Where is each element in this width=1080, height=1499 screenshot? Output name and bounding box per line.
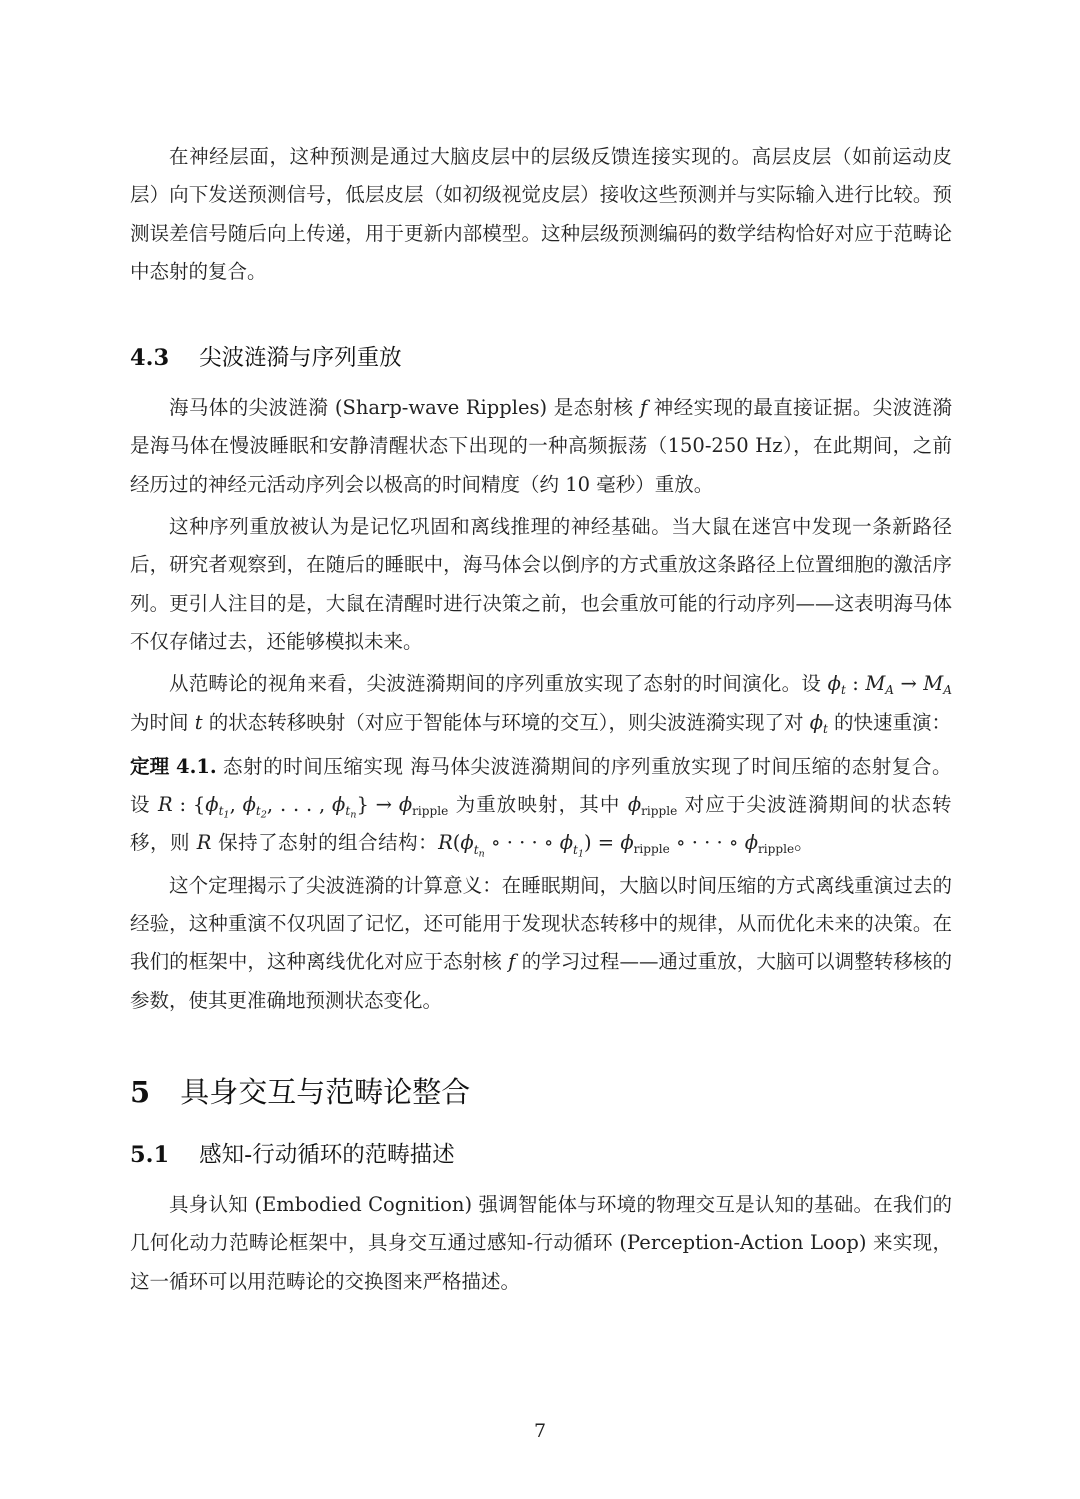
math-f: f — [508, 950, 516, 974]
text-run: 海马体的尖波涟漪 (Sharp-wave Ripples) 是态射核 — [169, 396, 640, 420]
section-number: 4.3 — [130, 345, 170, 372]
section-number: 5.1 — [130, 1141, 170, 1168]
section-title: 尖波涟漪与序列重放 — [199, 345, 402, 372]
text-run: 的学习过程——通过重放，大脑可以调整转移核的参数，使其更准确地预测状态变化。 — [130, 950, 952, 1012]
text-run: 神经实现的最直接证据。尖波涟漪是海马体在慢波睡眠和安静清醒状态下出现的一种高频振荡（150-250 Hz），在此期间，之前经历过的神经元活动序列会以极高的时间精度（约 10 毫秒）重放。 — [130, 396, 952, 496]
subsection-heading-4-3 — [130, 341, 952, 375]
section-title: 感知-行动循环的范畴描述 — [199, 1141, 455, 1168]
section-title: 具身交互与范畴论整合 — [180, 1074, 471, 1109]
text-run: 从范畴论的视角来看，尖波涟漪期间的序列重放实现了态射的时间演化。设 — [169, 672, 828, 696]
theorem-name: 态射的时间压缩实现 — [222, 754, 404, 778]
paragraph-sequence-replay: 这种序列重放被认为是记忆巩固和离线推理的神经基础。当大鼠在迷宫中发现一条新路径后，研究者观察到，在随后的睡眠中，海马体会以倒序的方式重放这条路径上位置细胞的激活序列。更引人注目的是，大鼠在清醒时进行决策之前，也会重放可能的行动序列——这表明海马体不仅存储过去，还能够模拟未来。 — [130, 515, 952, 653]
math-f: f — [639, 396, 648, 420]
text-run: 为时间 — [130, 710, 195, 734]
theorem-text: 为重放映射，其中 — [448, 793, 628, 817]
section-number: 5 — [130, 1074, 151, 1109]
math-composition-equation: $R(\phi_{t_n}$ ∘ · · · ∘ $\phi_{t_1}) = \phi_{ripple}$ ∘ · · · ∘ $\phi_{ripple}$ — [438, 831, 795, 860]
paragraph-theorem-meaning — [130, 867, 952, 1020]
page-number: 7 — [533, 1420, 547, 1442]
paragraph-embodied-cognition: 具身认知 (Embodied Cognition) 强调智能体与环境的物理交互是认知的基础。在我们的几何化动力范畴论框架中，具身交互通过感知-行动循环 (Perception-Action Loop) 来实现，这一循环可以用范畴论的交换图来严格描述。 — [130, 1192, 952, 1293]
theorem-end: 。 — [794, 831, 815, 855]
section-heading-5 — [130, 1072, 952, 1112]
text-run: 的状态转移映射（对应于智能体与环境的交互），则尖波涟漪实现了对 — [202, 710, 810, 734]
paragraph-sharp-wave-ripples — [130, 389, 952, 504]
text-run: 这个定理揭示了尖波涟漪的计算意义：在睡眠期间，大脑以时间压缩的方式离线重演过去的经验，这种重演不仅巩固了记忆，还可能用于发现状态转移中的规律，从而优化未来的决策。在我们的框架中，这种离线优化对应于态射核 — [130, 873, 952, 974]
math-R: R — [196, 831, 212, 855]
text-run: 的快速重演： — [827, 710, 952, 734]
math-phi-t: $\phi_t$ — [809, 710, 828, 736]
theorem-4-1 — [130, 748, 952, 863]
paragraph-prediction-coding: 在神经层面，这种预测是通过大脑皮层中的层级反馈连接实现的。高层皮层（如前运动皮层）向下发送预测信号，低层皮层（如初级视觉皮层）接收这些预测并与实际输入进行比较。预测误差信号随后向上传递，用于更新内部模型。这种层级预测编码的数学结构恰好对应于范畴论中态射的复合。 — [130, 145, 952, 283]
theorem-text: 海马体尖波涟漪期间的序列重放实现了时间压缩的态射复合。设 — [130, 754, 952, 817]
theorem-label: 定理 4.1. — [130, 754, 217, 778]
math-phi-t-map: $\phi_t$ : $M_A \to M_A$ — [827, 672, 952, 698]
paragraph-category-view — [130, 665, 952, 742]
theorem-text: 保持了态射的组合结构： — [211, 831, 439, 855]
math-phi-ripple: $\phi_{ripple}$ — [627, 793, 678, 819]
math-t: t — [194, 710, 203, 734]
subsection-heading-5-1 — [130, 1138, 952, 1172]
theorem-text: 对应于尖波涟漪期间的状态转移，则 — [130, 793, 953, 855]
math-replay-map: R : {$\phi_{t_1}$, $\phi_{t_2}$, . . . , $\phi_{t_n}\} \to \phi_{ripple}$ — [157, 793, 449, 821]
